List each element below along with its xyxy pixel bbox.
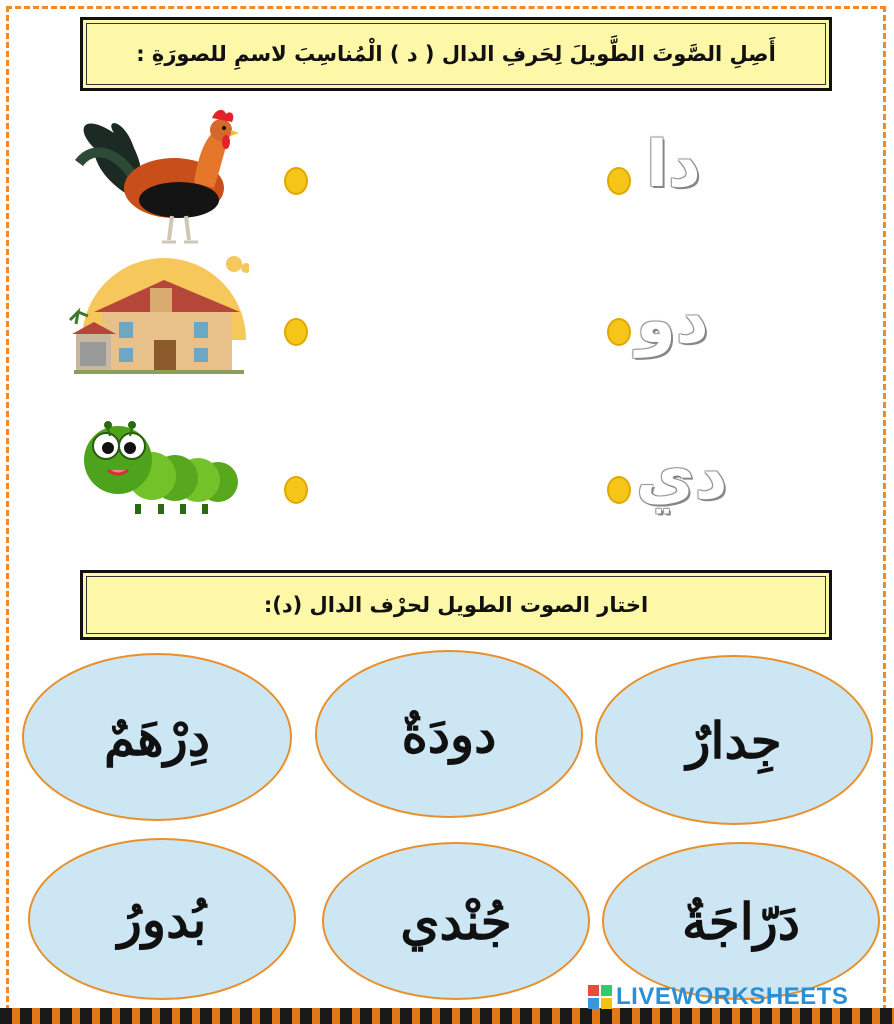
caterpillar-image: [80, 420, 240, 520]
syllable-dot-di[interactable]: [607, 476, 631, 504]
brand-name: LIVEWORKSHEETS: [616, 983, 849, 1010]
instruction-title-choose: [80, 570, 832, 640]
instruction-title-match: [80, 17, 832, 91]
picture-dot-caterpillar[interactable]: [284, 476, 308, 504]
word-label: جُنْدي: [400, 891, 512, 951]
syllable-di: دي: [636, 440, 728, 514]
liveworksheets-logo: [588, 984, 848, 1010]
syllable-da: دا: [646, 128, 701, 202]
word-option-jundi[interactable]: [322, 842, 590, 1000]
word-label: دودَةٌ: [401, 704, 497, 764]
word-option-duda[interactable]: [315, 650, 583, 818]
syllable-dot-du[interactable]: [607, 318, 631, 346]
word-option-dirham[interactable]: [22, 653, 292, 821]
brand-icon: [588, 985, 612, 1009]
word-label: جِدارٌ: [686, 710, 782, 770]
word-label: دِرْهَمٌ: [103, 707, 211, 767]
instruction-text-choose: اختار الصوت الطويل لحرْف الدال (د):: [263, 593, 649, 617]
word-option-jidar[interactable]: [595, 655, 873, 825]
word-label: دَرّاجَةٌ: [681, 891, 801, 951]
word-option-darraja[interactable]: [602, 842, 880, 1000]
syllable-dot-da[interactable]: [607, 167, 631, 195]
word-option-budur[interactable]: [28, 838, 296, 1000]
instruction-text-match: أَصِلِ الصَّوتَ الطَّويلَ لِحَرفِ الدال ( د ) الْمُناسِبَ لاسمِ للصورَةِ :: [136, 42, 776, 66]
syllable-du: دو: [636, 284, 709, 358]
house-image: [64, 250, 249, 375]
picture-dot-house[interactable]: [284, 318, 308, 346]
word-label: بُدورُ: [117, 889, 207, 949]
rooster-image: [74, 108, 239, 248]
picture-dot-rooster[interactable]: [284, 167, 308, 195]
